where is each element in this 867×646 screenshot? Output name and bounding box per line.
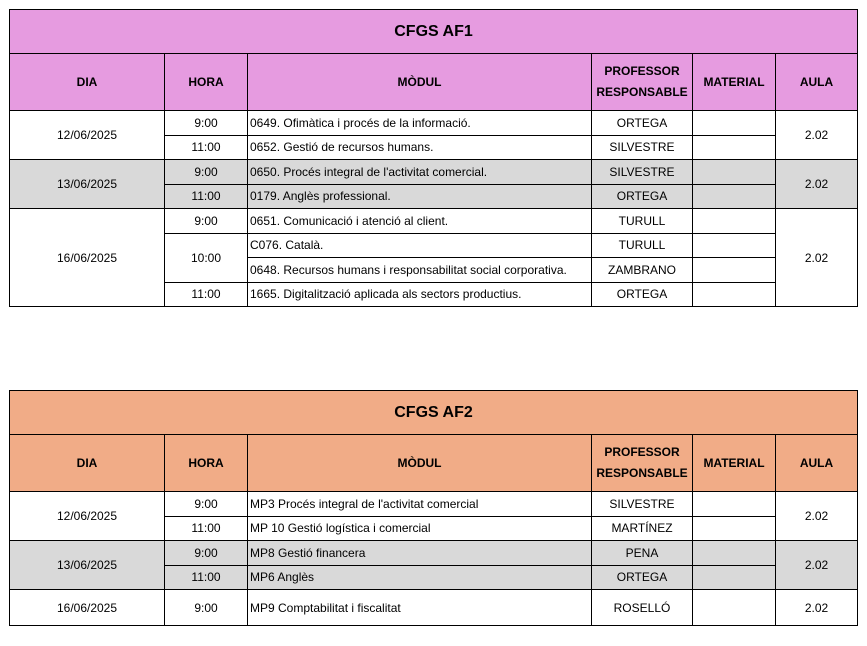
day-date: 13/06/2025 bbox=[10, 160, 165, 209]
material-cell bbox=[693, 160, 776, 185]
material-cell bbox=[693, 233, 776, 258]
aula-cell: 2.02 bbox=[776, 541, 858, 590]
table-row bbox=[10, 492, 858, 517]
modul-cell: 0650. Procés integral de l'activitat comercial. bbox=[248, 160, 592, 185]
table-row bbox=[10, 541, 858, 566]
header-hora: HORA bbox=[165, 435, 248, 492]
header-hora: HORA bbox=[165, 54, 248, 111]
modul-cell: C076. Català. bbox=[248, 233, 592, 258]
modul-cell: 0652. Gestió de recursos humans. bbox=[248, 135, 592, 160]
material-cell bbox=[693, 135, 776, 160]
modul-cell: MP8 Gestió financera bbox=[248, 541, 592, 566]
hora-cell: 11:00 bbox=[165, 135, 248, 160]
modul-cell: 1665. Digitalització aplicada als sectors productius. bbox=[248, 282, 592, 307]
aula-cell: 2.02 bbox=[776, 209, 858, 307]
table-row bbox=[10, 160, 858, 185]
day-date: 12/06/2025 bbox=[10, 492, 165, 541]
modul-cell: MP 10 Gestió logística i comercial bbox=[248, 516, 592, 541]
material-cell bbox=[693, 209, 776, 234]
header-professor bbox=[592, 435, 693, 492]
professor-cell: SILVESTRE bbox=[592, 160, 693, 185]
modul-cell: 0648. Recursos humans i responsabilitat social corporativa. bbox=[248, 258, 592, 283]
hora-cell: 11:00 bbox=[165, 184, 248, 209]
hora-cell: 9:00 bbox=[165, 492, 248, 517]
header-dia: DIA bbox=[10, 54, 165, 111]
aula-cell: 2.02 bbox=[776, 160, 858, 209]
hora-cell: 11:00 bbox=[165, 565, 248, 590]
aula-cell: 2.02 bbox=[776, 590, 858, 626]
professor-cell: ORTEGA bbox=[592, 282, 693, 307]
day-date: 16/06/2025 bbox=[10, 590, 165, 626]
material-cell bbox=[693, 282, 776, 307]
hora-cell: 9:00 bbox=[165, 590, 248, 626]
hora-cell: 11:00 bbox=[165, 282, 248, 307]
professor-cell: PENA bbox=[592, 541, 693, 566]
material-cell bbox=[693, 111, 776, 136]
header-material: MATERIAL bbox=[693, 435, 776, 492]
modul-cell: MP9 Comptabilitat i fiscalitat bbox=[248, 590, 592, 626]
modul-cell: 0649. Ofimàtica i procés de la informació. bbox=[248, 111, 592, 136]
schedule-table-af2 bbox=[9, 390, 858, 626]
hora-cell: 9:00 bbox=[165, 160, 248, 185]
hora-cell: 9:00 bbox=[165, 111, 248, 136]
aula-cell: 2.02 bbox=[776, 111, 858, 160]
header-professor-line1: PROFESSOR bbox=[604, 64, 680, 78]
header-material: MATERIAL bbox=[693, 54, 776, 111]
modul-cell: MP6 Anglès bbox=[248, 565, 592, 590]
header-modul: MÒDUL bbox=[248, 54, 592, 111]
professor-cell: ORTEGA bbox=[592, 184, 693, 209]
professor-cell: ORTEGA bbox=[592, 111, 693, 136]
material-cell bbox=[693, 541, 776, 566]
header-professor-line2: RESPONSABLE bbox=[596, 85, 688, 99]
modul-cell: MP3 Procés integral de l'activitat comercial bbox=[248, 492, 592, 517]
header-professor-line2: RESPONSABLE bbox=[596, 466, 688, 480]
hora-cell: 11:00 bbox=[165, 516, 248, 541]
day-date: 12/06/2025 bbox=[10, 111, 165, 160]
day-date: 16/06/2025 bbox=[10, 209, 165, 307]
header-professor bbox=[592, 54, 693, 111]
modul-cell: 0179. Anglès professional. bbox=[248, 184, 592, 209]
professor-cell: MARTÍNEZ bbox=[592, 516, 693, 541]
material-cell bbox=[693, 184, 776, 209]
professor-cell: SILVESTRE bbox=[592, 135, 693, 160]
header-aula: AULA bbox=[776, 54, 858, 111]
header-modul: MÒDUL bbox=[248, 435, 592, 492]
material-cell bbox=[693, 516, 776, 541]
hora-cell: 9:00 bbox=[165, 541, 248, 566]
professor-cell: ROSELLÓ bbox=[592, 590, 693, 626]
professor-cell: ORTEGA bbox=[592, 565, 693, 590]
table-title: CFGS AF2 bbox=[10, 391, 858, 435]
schedule-table-af1 bbox=[9, 9, 858, 307]
material-cell bbox=[693, 258, 776, 283]
professor-cell: TURULL bbox=[592, 233, 693, 258]
table-title: CFGS AF1 bbox=[10, 10, 858, 54]
day-date: 13/06/2025 bbox=[10, 541, 165, 590]
material-cell bbox=[693, 590, 776, 626]
table-row bbox=[10, 209, 858, 234]
header-dia: DIA bbox=[10, 435, 165, 492]
header-professor-line1: PROFESSOR bbox=[604, 445, 680, 459]
modul-cell: 0651. Comunicació i atenció al client. bbox=[248, 209, 592, 234]
hora-cell: 10:00 bbox=[165, 233, 248, 282]
table-row bbox=[10, 111, 858, 136]
professor-cell: SILVESTRE bbox=[592, 492, 693, 517]
aula-cell: 2.02 bbox=[776, 492, 858, 541]
material-cell bbox=[693, 565, 776, 590]
material-cell bbox=[693, 492, 776, 517]
header-aula: AULA bbox=[776, 435, 858, 492]
professor-cell: TURULL bbox=[592, 209, 693, 234]
hora-cell: 9:00 bbox=[165, 209, 248, 234]
professor-cell: ZAMBRANO bbox=[592, 258, 693, 283]
table-row bbox=[10, 590, 858, 626]
